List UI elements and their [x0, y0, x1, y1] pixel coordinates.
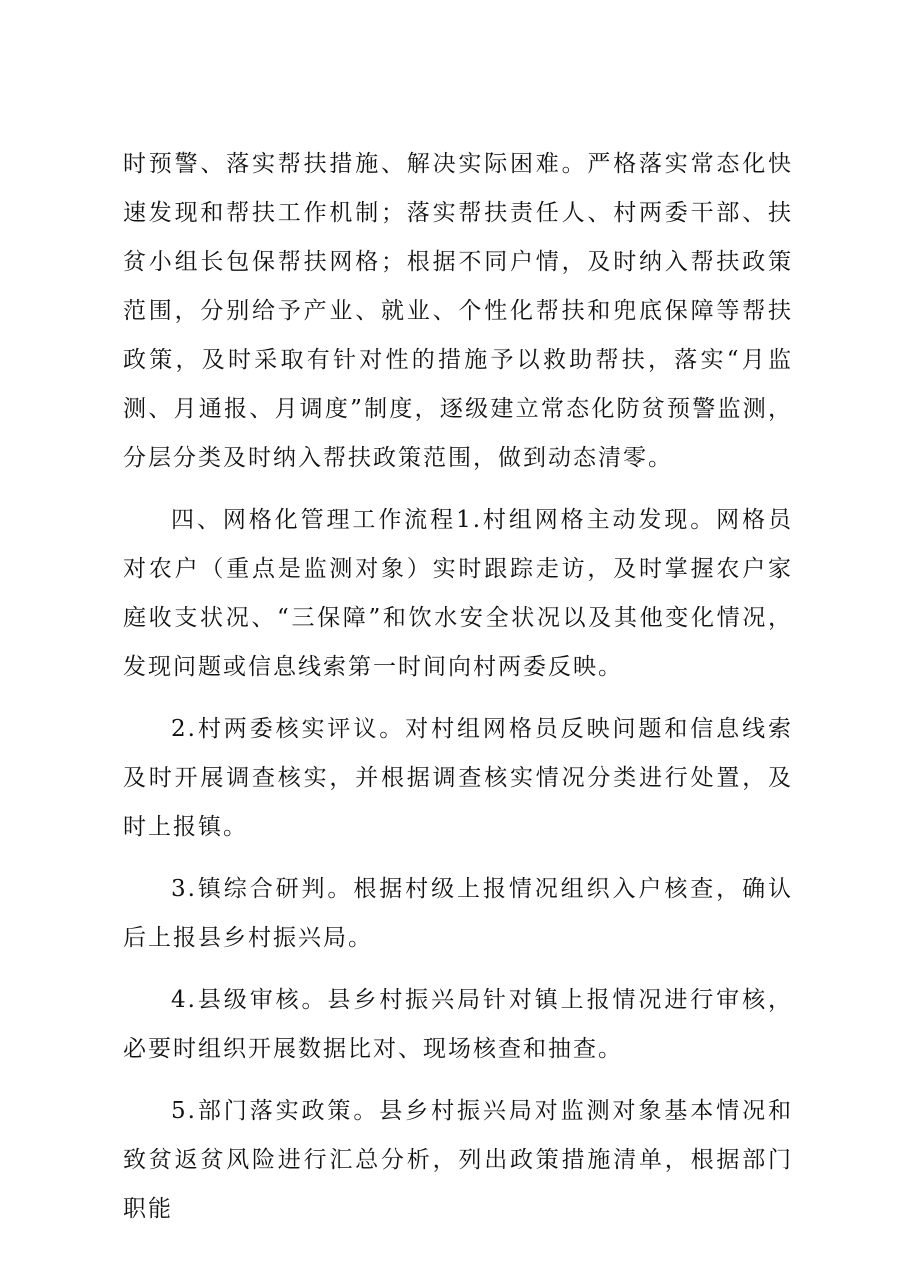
paragraph-workflow-step-1: 四、网格化管理工作流程1.村组网格主动发现。网格员对农户（重点是监测对象）实时跟踪走访，及时掌握农户家庭收支状况、“三保障”和饮水安全状况以及其他变化情况，发现问题或信息线索第一时间向村两委反映。 [123, 507, 793, 680]
paragraph-workflow-step-5: 5.部门落实政策。县乡村振兴局对监测对象基本情况和致贫返贫风险进行汇总分析，列出政策措施清单，根据部门职能 [123, 1098, 793, 1222]
document-body [123, 140, 793, 1247]
paragraph-workflow-step-3: 3.镇综合研判。根据村级上报情况组织入户核查，确认后上报县乡村振兴局。 [123, 876, 793, 951]
paragraph-workflow-step-2: 2.村两委核实评议。对村组网格员反映问题和信息线索及时开展调查核实，并根据调查核实情况分类进行处置，及时上报镇。 [123, 716, 793, 840]
paragraph-continuation: 时预警、落实帮扶措施、解决实际困难。严格落实常态化快速发现和帮扶工作机制；落实帮扶责任人、村两委干部、扶贫小组长包保帮扶网格；根据不同户情，及时纳入帮扶政策范围，分别给予产业、就业、个性化帮扶和兜底保障等帮扶政策，及时采取有针对性的措施予以救助帮扶，落实“月监测、月通报、月调度”制度，逐级建立常态化防贫预警监测，分层分类及时纳入帮扶政策范围，做到动态清零。 [123, 151, 793, 471]
paragraph-workflow-step-4: 4.县级审核。县乡村振兴局针对镇上报情况进行审核，必要时组织开展数据比对、现场核查和抽查。 [123, 987, 793, 1062]
